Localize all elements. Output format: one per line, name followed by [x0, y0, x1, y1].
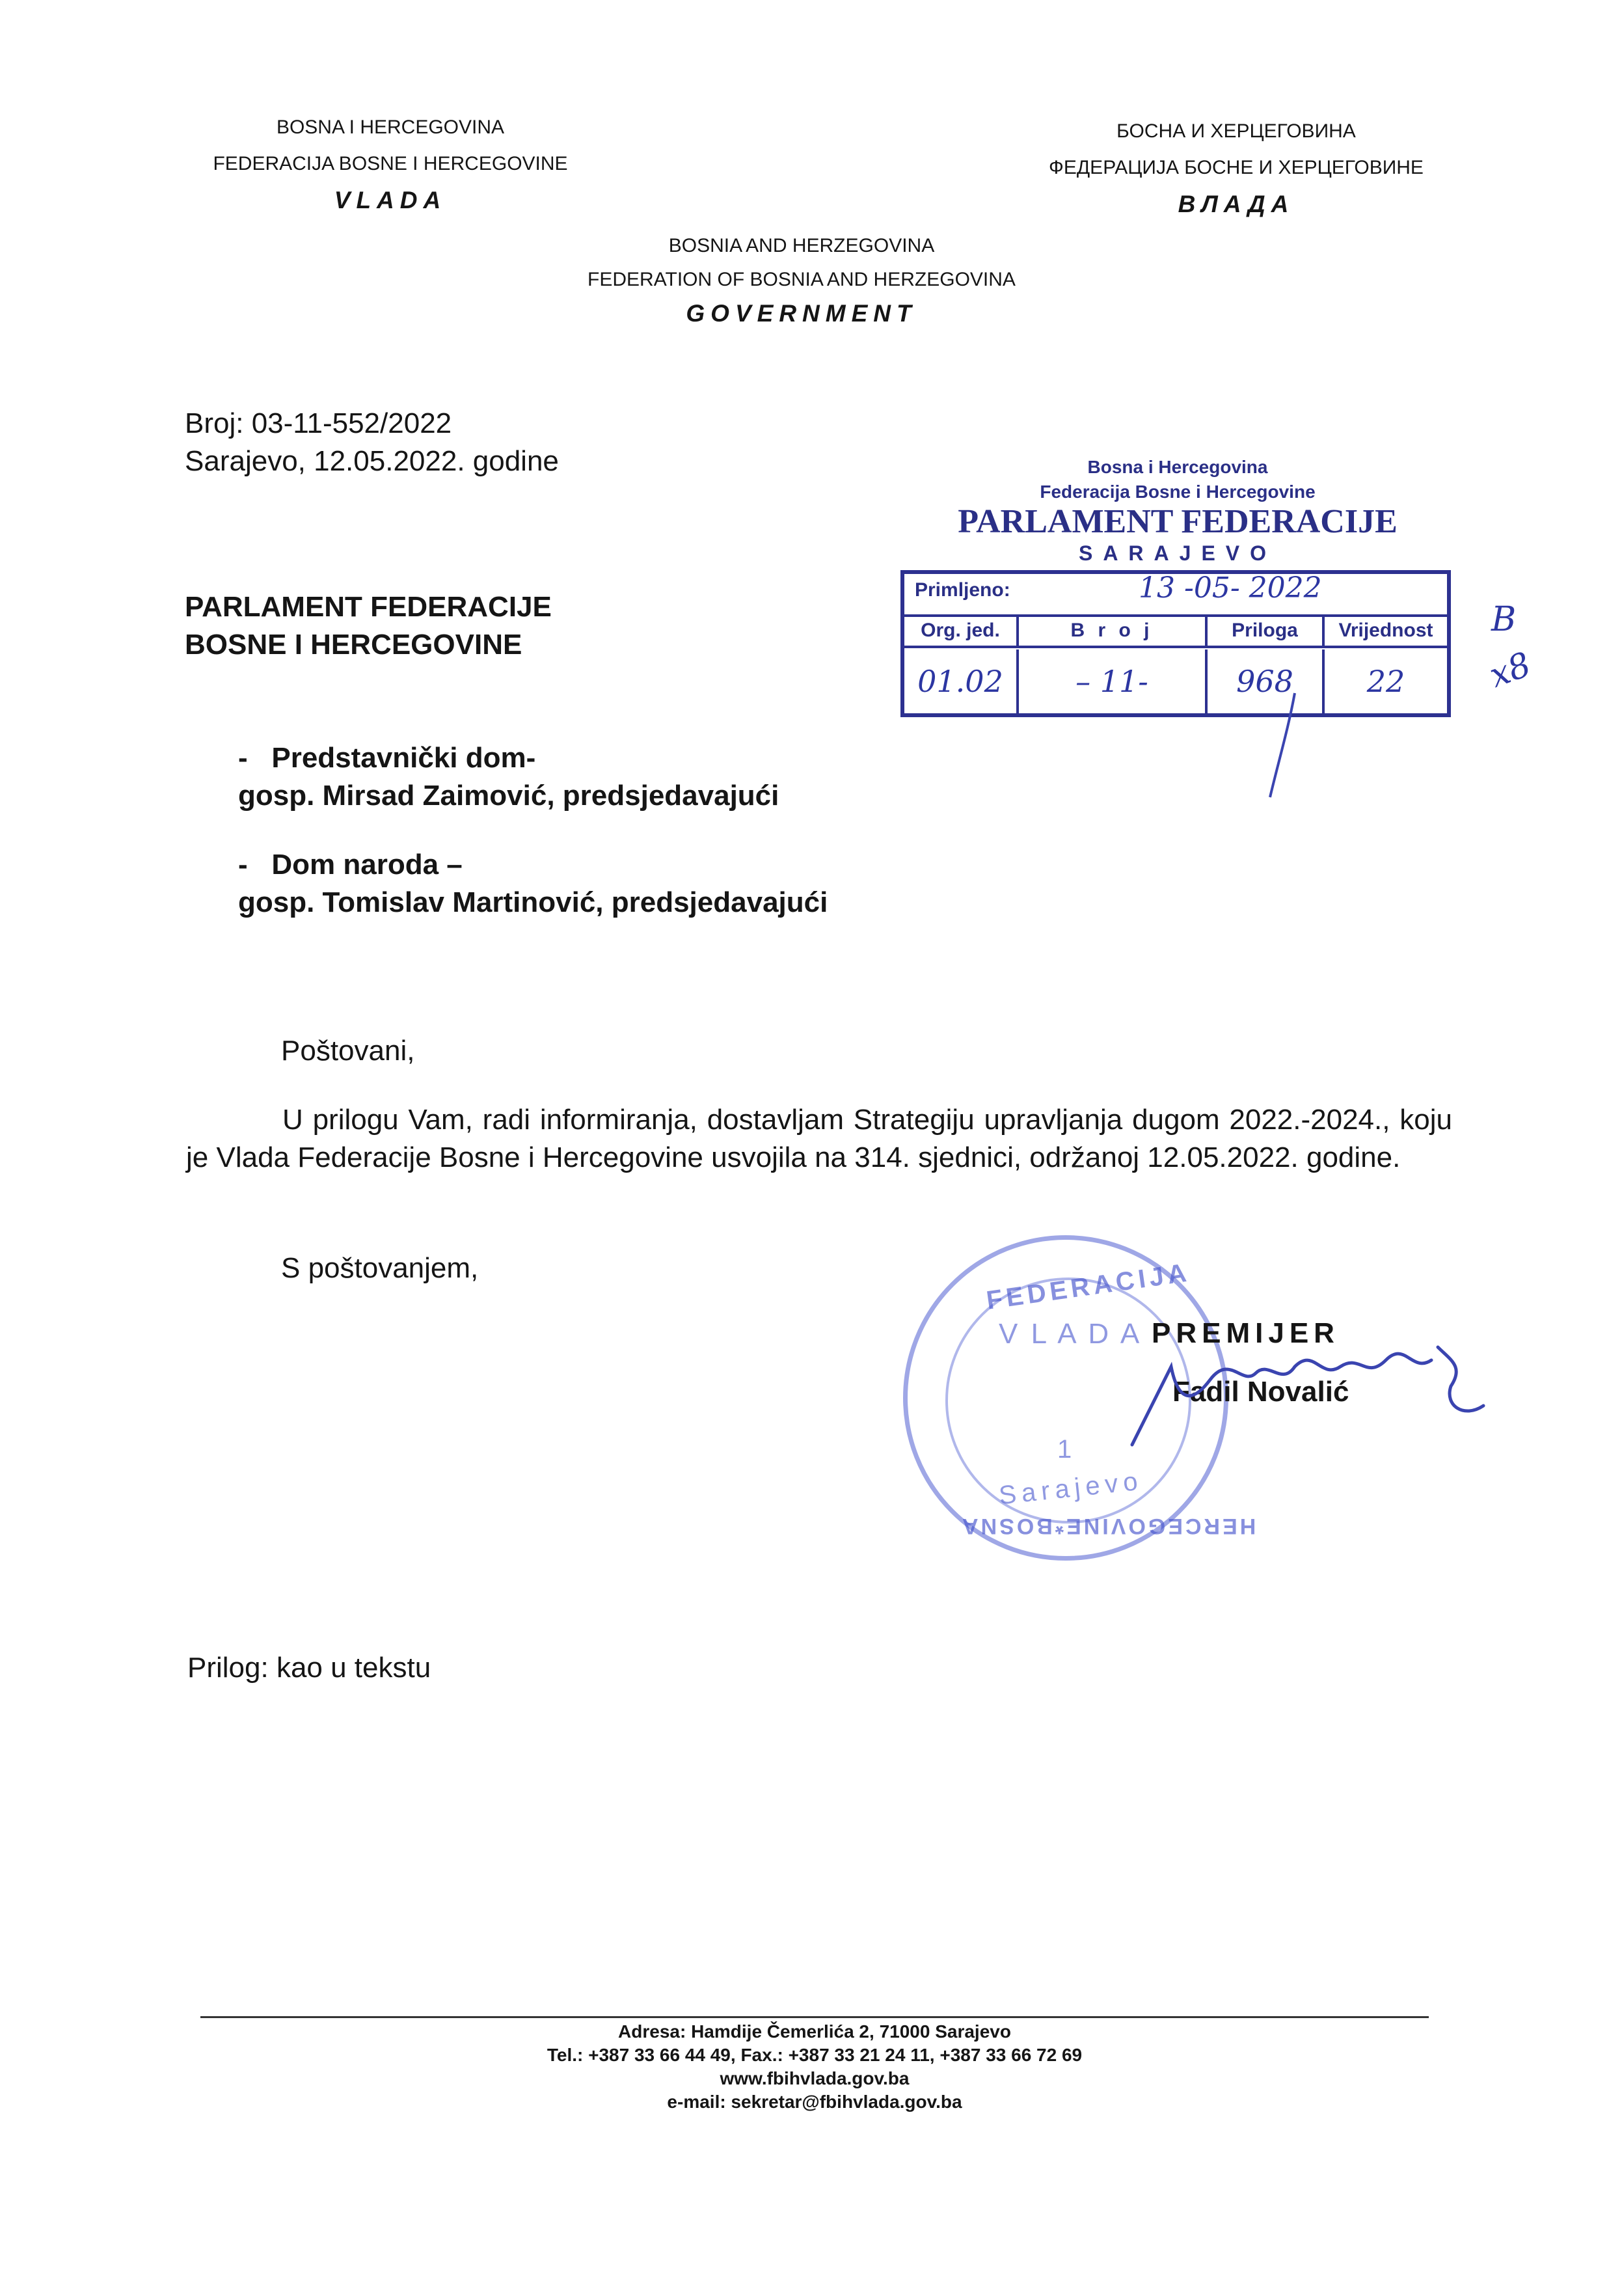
letterhead-center-federation: FEDERATION OF BOSNIA AND HERZEGOVINA	[588, 269, 1016, 290]
handwritten-signature-icon	[1126, 1328, 1490, 1458]
recipient-line-2: BOSNE I HERCEGOVINE	[185, 629, 522, 661]
closing: S poštovanjem,	[281, 1252, 479, 1284]
seal-bottom-text: HERCEGOVINE*BOSNA	[960, 1514, 1256, 1538]
receipt-stamp-box	[900, 570, 1451, 717]
letterhead-right	[1015, 113, 1457, 225]
stamp-val-org: 01.02	[904, 649, 1019, 713]
stamp-val-vrijednost: 22	[1366, 664, 1405, 699]
letterhead-right-country: БОСНА И ХЕРЦЕГОВИНА	[1116, 120, 1356, 142]
stamp-val-broj: – 11-	[1019, 649, 1208, 713]
addressee-house: Predstavnički dom-	[271, 742, 536, 774]
recipient-line-1: PARLAMENT FEDERACIJE	[185, 591, 552, 623]
stamp-col-org: Org. jed.	[904, 614, 1019, 648]
stamp-line-1: Bosna i Hercegovina	[1087, 457, 1268, 477]
stamp-col-vrijednost: Vrijednost	[1325, 614, 1447, 648]
footer	[200, 2020, 1429, 2114]
addressee-1	[238, 739, 779, 815]
reference-number: Broj: 03-11-552/2022	[185, 407, 452, 439]
reference-block	[185, 405, 559, 480]
recipient-block	[185, 588, 552, 664]
attachment-note: Prilog: kao u tekstu	[187, 1652, 431, 1684]
stamp-received-row	[904, 571, 1447, 617]
seal-city: Sarajevo	[997, 1466, 1144, 1510]
stamp-val-priloga: 968	[1208, 649, 1325, 713]
letterhead-center-country: BOSNIA AND HERZEGOVINA	[668, 235, 935, 256]
footer-phone: Tel.: +387 33 66 44 49, Fax.: +387 33 21 24 11, +387 33 66 72 69	[547, 2045, 1083, 2065]
addressee-2	[238, 846, 828, 922]
stamp-received-date: 13 -05- 2022	[1139, 571, 1322, 605]
stamp-pen-stroke-icon	[1262, 690, 1301, 800]
signature-title: PREMIJER	[1152, 1317, 1340, 1349]
letterhead-center	[541, 229, 1062, 333]
letterhead-right-government: ВЛАДА	[1178, 191, 1295, 217]
seal-top-text: FEDERACIJA	[984, 1258, 1193, 1315]
footer-address: Adresa: Hamdije Čemerlića 2, 71000 Sarajevo	[618, 2021, 1011, 2042]
letterhead-left-federation: FEDERACIJA BOSNE I HERCEGOVINE	[213, 153, 568, 174]
addressee-person: gosp. Mirsad Zaimović, predsjedavajući	[238, 780, 779, 812]
letter-body: U prilogu Vam, radi informiranja, dostavljam Strategiju upravljanja dugom 2022.-2024., koju je Vlada Federacije Bosne i Hercegovine usvojila na 314. sjednici, održanoj 12.05.2022. godine.	[186, 1104, 1452, 1173]
footer-email: e-mail: sekretar@fbihvlada.gov.ba	[667, 2092, 962, 2112]
footer-website: www.fbihvlada.gov.ba	[720, 2068, 910, 2088]
footer-divider	[200, 2016, 1429, 2018]
letterhead-right-federation: ФЕДЕРАЦИЈА БОСНЕ И ХЕРЦЕГОВИНЕ	[1049, 157, 1424, 178]
stamp-received-label: Primljeno:	[915, 579, 1010, 601]
addressee-dash: -	[238, 742, 248, 774]
signature-name: Fadil Novalić	[1172, 1376, 1349, 1408]
seal-number: 1	[1057, 1435, 1072, 1464]
stamp-col-priloga: Priloga	[1208, 614, 1325, 648]
margin-note-2: x8	[1484, 645, 1536, 696]
letterhead-left-country: BOSNA I HERCEGOVINA	[276, 116, 505, 138]
stamp-line-4: SARAJEVO	[1078, 541, 1277, 565]
addressee-house: Dom naroda –	[271, 849, 463, 881]
letterhead-left	[156, 109, 625, 221]
stamp-col-broj: B r o j	[1019, 614, 1208, 648]
margin-note-1: B	[1491, 600, 1517, 639]
addressee-dash: -	[238, 849, 248, 881]
letterhead-left-government: VLADA	[334, 187, 447, 213]
reference-place-date: Sarajevo, 12.05.2022. godine	[185, 445, 559, 477]
addressee-person: gosp. Tomislav Martinović, predsjedavajući	[238, 886, 828, 918]
seal-middle-text: V L A D A	[999, 1318, 1142, 1350]
letterhead-center-government: GOVERNMENT	[686, 300, 917, 327]
salutation: Poštovani,	[281, 1035, 415, 1067]
stamp-line-2: Federacija Bosne i Hercegovine	[1040, 482, 1316, 502]
stamp-line-3: PARLAMENT FEDERACIJE	[958, 503, 1398, 540]
